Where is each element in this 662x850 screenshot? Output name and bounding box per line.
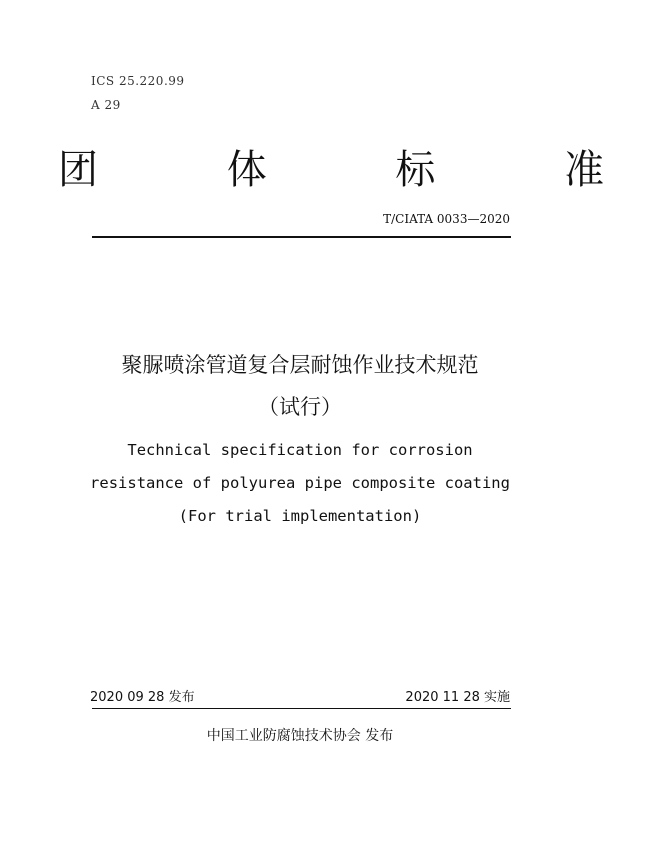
category-code: A 29 <box>91 98 121 112</box>
footer-divider <box>92 708 511 709</box>
ics-code: ICS 25.220.99 <box>91 74 185 88</box>
issue-date: 2020 09 28 发布 <box>90 690 195 705</box>
english-title: Technical specification for corrosion resistance of polyurea pipe composite coating (For trial implementation) <box>90 441 510 525</box>
standard-number: T/CIATA 0033—2020 <box>383 212 510 226</box>
chinese-subtitle: （试行） <box>258 395 342 419</box>
document-type-heading: 团 体 标 准 <box>58 147 662 193</box>
issuing-organization: 中国工业防腐蚀技术协会 发布 <box>206 728 394 744</box>
header-divider <box>92 236 511 238</box>
chinese-title: 聚脲喷涂管道复合层耐蚀作业技术规范 <box>121 353 479 377</box>
implementation-date: 2020 11 28 实施 <box>405 690 510 705</box>
